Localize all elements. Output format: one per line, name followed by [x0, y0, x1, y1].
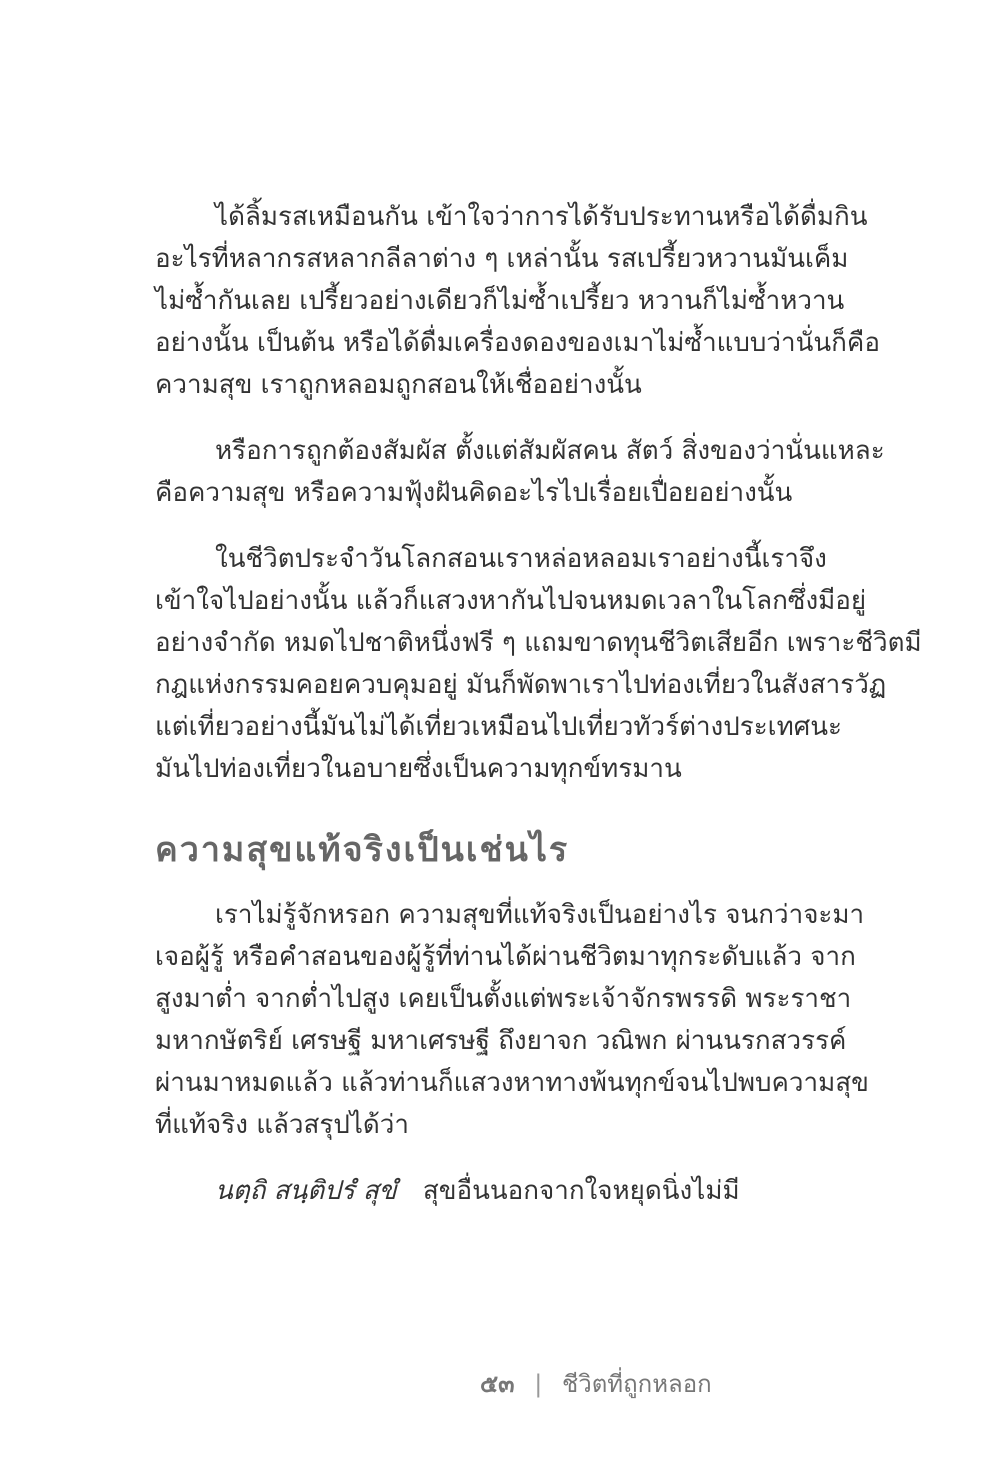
pali-text: นตฺถิ สนฺติปรํ สุขํ — [215, 1176, 397, 1206]
footer-separator: | — [534, 1370, 543, 1398]
paragraph-2 — [155, 430, 885, 514]
paragraph-line: เจอผู้รู้ หรือคำสอนของผู้รู้ที่ท่านได้ผ่านชีวิตมาทุกระดับแล้ว จาก — [155, 942, 856, 972]
paragraph-line: ในชีวิตประจำวันโลกสอนเราหล่อหลอมเราอย่างนี้เราจึง — [215, 544, 827, 574]
page-body — [155, 196, 922, 1238]
paragraph-line: แต่เที่ยวอย่างนี้มันไม่ได้เที่ยวเหมือนไปเที่ยวทัวร์ต่างประเทศนะ — [155, 712, 842, 742]
book-title: ชีวิตที่ถูกหลอก — [561, 1370, 712, 1398]
paragraph-line: เราไม่รู้จักหรอก ความสุขที่แท้จริงเป็นอย่างไร จนกว่าจะมา — [215, 900, 865, 930]
paragraph-line: ได้ลิ้มรสเหมือนกัน เข้าใจว่าการได้รับประทานหรือได้ดื่มกิน — [215, 202, 868, 232]
paragraph-line: หรือการถูกต้องสัมผัส ตั้งแต่สัมผัสคน สัตว์ สิ่งของว่านั่นแหละ — [215, 436, 885, 466]
paragraph-line: สูงมาต่ำ จากต่ำไปสูง เคยเป็นตั้งแต่พระเจ้าจักรพรรดิ พระราชา — [155, 984, 852, 1014]
paragraph-line: อะไรที่หลากรสหลากลีลาต่าง ๆ เหล่านั้น รสเปรี้ยวหวานมันเค็ม — [155, 244, 849, 274]
page-number: ๕๓ — [480, 1370, 515, 1398]
paragraph-line: เข้าใจไปอย่างนั้น แล้วก็แสวงหากันไปจนหมดเวลาในโลกซึ่งมีอยู่ — [155, 586, 867, 616]
paragraph-line: อย่างนั้น เป็นต้น หรือได้ดื่มเครื่องดองของเมาไม่ซ้ำแบบว่านั่นก็คือ — [155, 328, 880, 358]
paragraph-line: ที่แท้จริง แล้วสรุปได้ว่า — [155, 1110, 409, 1140]
paragraph-line: อย่างจำกัด หมดไปชาติหนึ่งฟรี ๆ แถมขาดทุนชีวิตเสียอีก เพราะชีวิตมี — [155, 628, 922, 658]
paragraph-line: ความสุข เราถูกหลอมถูกสอนให้เชื่ออย่างนั้น — [155, 370, 642, 400]
page-footer — [480, 1364, 712, 1403]
paragraph-3 — [155, 538, 922, 790]
paragraph-line: คือความสุข หรือความฟุ้งฝันคิดอะไรไปเรื่อยเปื่อยอย่างนั้น — [155, 478, 793, 508]
paragraph-4 — [155, 894, 869, 1146]
paragraph-line: มันไปท่องเที่ยวในอบายซึ่งเป็นความทุกข์ทรมาน — [155, 754, 682, 784]
verse-translation: สุขอื่นนอกจากใจหยุดนิ่งไม่มี — [422, 1176, 740, 1206]
pali-verse — [155, 1170, 855, 1212]
section-heading: ความสุขแท้จริงเป็นเช่นไร — [155, 830, 570, 870]
paragraph-line: กฎแห่งกรรมคอยควบคุมอยู่ มันก็พัดพาเราไปท่องเที่ยวในสังสารวัฏ — [155, 670, 887, 700]
paragraph-1 — [155, 196, 880, 406]
paragraph-line: มหากษัตริย์ เศรษฐี มหาเศรษฐี ถึงยาจก วณิพก ผ่านนรกสวรรค์ — [155, 1026, 847, 1056]
paragraph-line: ผ่านมาหมดแล้ว แล้วท่านก็แสวงหาทางพ้นทุกข์จนไปพบความสุข — [155, 1068, 869, 1098]
paragraph-line: ไม่ซ้ำกันเลย เปรี้ยวอย่างเดียวก็ไม่ซ้ำเปรี้ยว หวานก็ไม่ซ้ำหวาน — [155, 286, 845, 316]
